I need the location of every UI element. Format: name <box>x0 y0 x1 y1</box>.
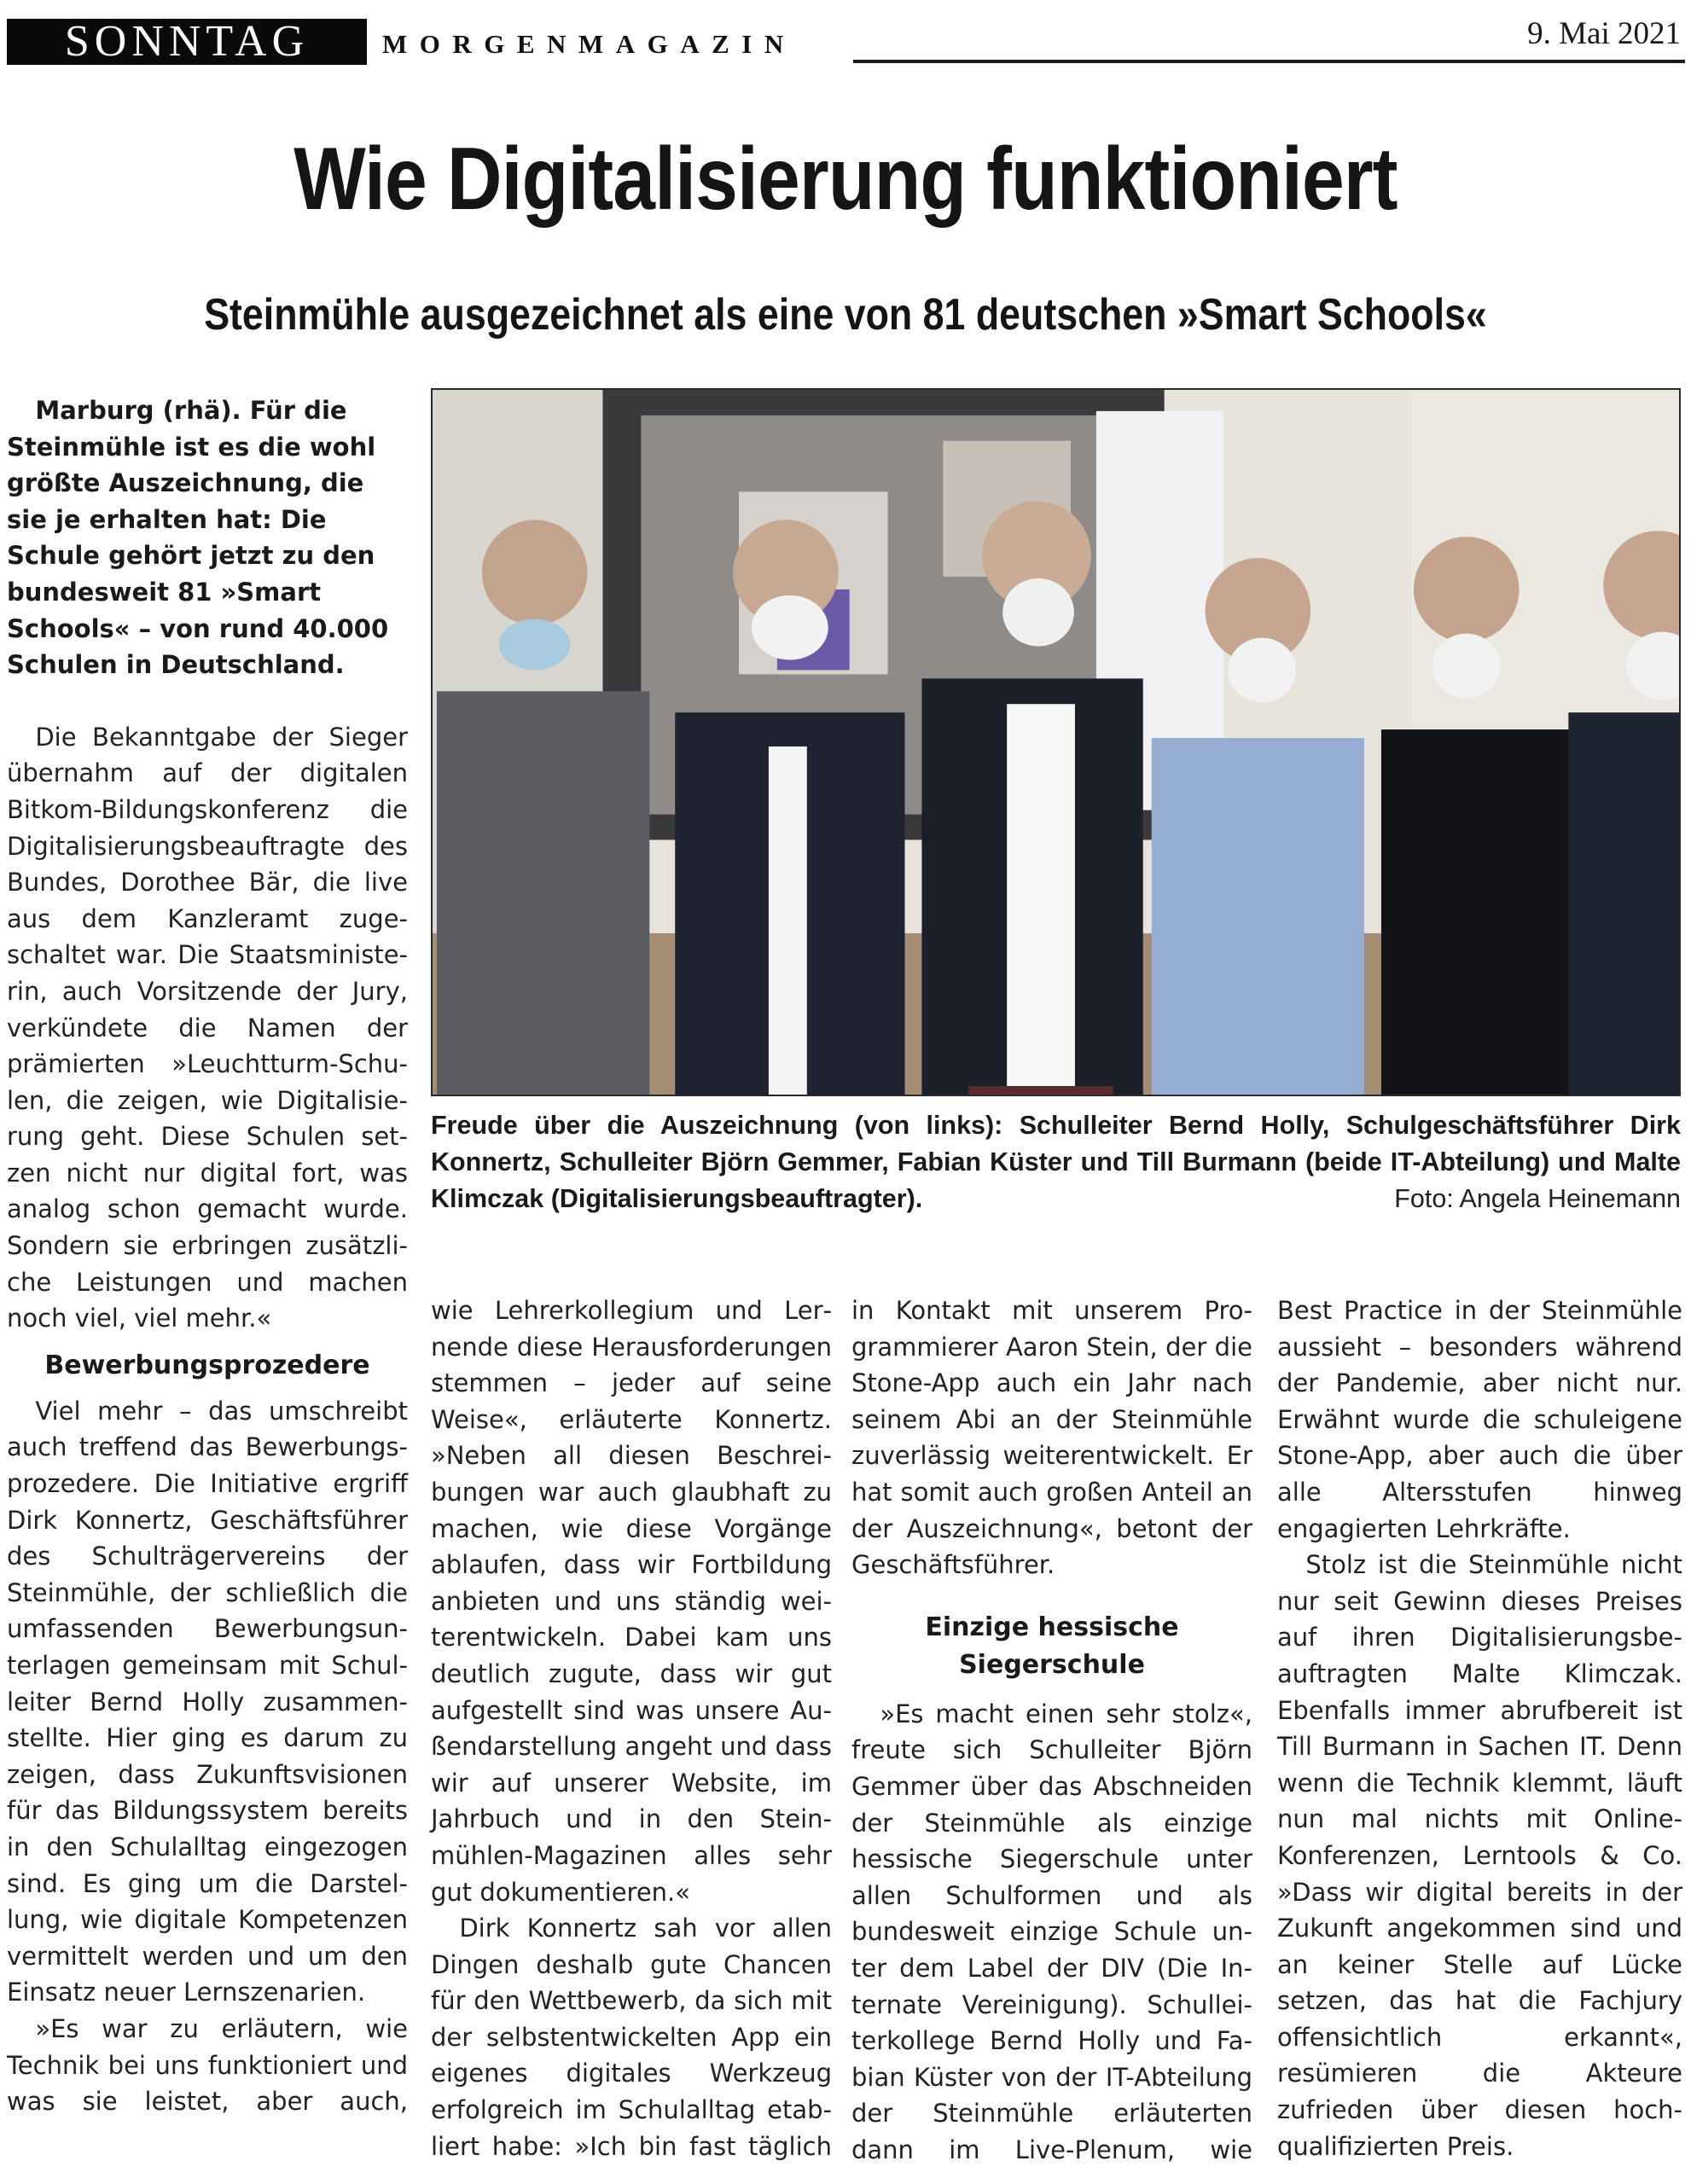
article-paragraph: wie Lehrerkollegium und Lernende diese Herausforderungen stemmen – jeder auf seine Weise«, erläuterte Konnertz. »Neben all diesen Beschreibungen war auch glaubhaft zu machen, wie diese Vorgänge ablaufen, dass wir Fortbildung anbieten und uns ständig weiterentwickeln. Dabei kam uns deutlich zugute, dass wir gut aufgestellt sind was unsere Außendarstellung angeht und dass wir auf unserer Website, im Jahrbuch und in den Steinmühlen-Magazinen alles sehr gut dokumentieren.« <box>431 1296 832 1907</box>
article-paragraph: Best Practice in der Steinmühle aussieht – besonders während der Pandemie, aber nicht nur. Erwähnt wurde die schuleigene Stone-App, aber auch die über alle Altersstufen hinweg engagierten Lehrkräfte. <box>1277 1296 1682 1543</box>
article-headline: Wie Digitalisierung funktioniert <box>293 130 1398 229</box>
article-paragraph: »Es war zu erläutern, wie Technik bei uns funktioniert und was sie leistet, aber auch, <box>7 2013 408 2117</box>
section-heading-bewerbung: Bewerbungsprozedere <box>44 1350 370 1380</box>
article-column-2 <box>431 1292 832 2164</box>
group-photo-illustration <box>433 390 1679 1095</box>
article-paragraph: in Kontakt mit unserem Programmierer Aaron Stein, der die Stone-App auch ein Jahr nach seinem Abi an der Steinmühle zuverlässig weiterentwickelt. Er hat somit auch großen Anteil an der Auszeichnung«, betont der Geschäftsführer. <box>851 1296 1252 1580</box>
masthead-rule <box>853 60 1685 63</box>
photo-caption-text: Freude über die Auszeichnung (von links): Schulleiter Bernd Holly, Schulgeschäftsführer Dirk Konnertz, Schulleiter Björn Gemmer, Fabian Küster und Till Burmann (beide IT-Abteilung) und Malte Klimczak (Digitalisierungsbeauftragter). <box>431 1111 1681 1213</box>
newspaper-brand: SONNTAG <box>7 19 367 65</box>
article-photo <box>431 388 1681 1096</box>
article-paragraph: Dirk Konnertz sah vor allen Dingen deshalb gute Chancen für den Wettbewerb, da sich mit der selbstentwickelten App ein eigenes digitales Werkzeug erfolgreich im Schulalltag etabliert habe: »Ich bin fast täglich <box>431 1914 832 2161</box>
photo-caption <box>431 1107 1681 1217</box>
article-paragraph: Stolz ist die Steinmühle nicht nur seit Gewinn dieses Preises auf ihren Digitalisierungsbeauftragten Malte Klimczak. Ebenfalls immer abrufbereit ist Till Burmann in Sachen IT. Denn wenn die Technik klemmt, läuft nun mal nichts mit Online-Konferenzen, Lerntools & Co. »Dass wir digital bereits in der Zukunft angekommen sind und an keiner Stelle auf Lücke setzen, das hat die Fachjury offensichtlich erkannt«, resümieren die Akteure zufrieden über diesen hochqualifizierten Preis. <box>1277 1550 1682 2161</box>
issue-date: 9. Mai 2021 <box>1527 16 1681 51</box>
article-paragraph: Die Bekanntgabe der Sieger übernahm auf der digitalen Bitkom-Bildungskonferenz die Digitalisierungsbeauftragte des Bundes, Dorothee Bär, die live aus dem Kanzleramt zugeschaltet war. Die Staatsministerin, auch Vorsitzende der Jury, verkündete die Namen der prämierten »Leuchtturm-Schulen, die zeigen, wie Digitalisierung geht. Diese Schulen setzen nicht nur digital fort, was analog schon gemacht wurde. Sondern sie erbringen zusätzliche Leistungen und machen noch viel, viel mehr.« <box>7 722 408 1333</box>
article-lead: Marburg (rhä). Für die Steinmühle ist es die wohl größte Auszeichnung, die sie je erhalten hat: Die Schule gehört jetzt zu den bundesweit 81 »Smart Schools« – von rund 40.000 Schulen in Deutschland. <box>7 396 389 680</box>
article-paragraph: Viel mehr – das umschreibt auch treffend das Bewerbungsprozedere. Die Initiative ergriff Dirk Konnertz, Geschäftsführer des Schulträgervereins der Steinmühle, der schließlich die umfassenden Bewerbungsunterlagen gemeinsam mit Schulleiter Bernd Holly zusammenstellte. Hier ging es darum zu zeigen, dass Zukunftsvisionen für das Bildungssystem bereits in den Schulalltag eingezogen sind. Es ging um die Darstellung, wie digitale Kompetenzen vermittelt werden und um den Einsatz neuer Lernszenarien. <box>7 1396 408 2007</box>
newspaper-subtitle: MORGENMAGAZIN <box>382 29 796 59</box>
section-heading-siegerschule: Einzige hessische Siegerschule <box>925 1612 1179 1680</box>
article-paragraph: »Es macht einen sehr stolz«, freute sich Schulleiter Björn Gemmer über das Abschneiden der Steinmühle als einzige hessische Siegerschule unter allen Schulformen und als bundesweit einzige Schule unter dem Label der DIV (Die Internate Vereinigung). Schulleiterkollege Bernd Holly und Fabian Küster von der IT-Abteilung der Steinmühle erläuterten dann im Live-Plenum, wie <box>851 1699 1252 2164</box>
article-column-4 <box>1277 1292 1682 2164</box>
article-column-1 <box>7 392 408 2120</box>
article-column-3 <box>851 1292 1252 2168</box>
article-subheadline: Steinmühle ausgezeichnet als eine von 81 deutschen »Smart Schools« <box>204 290 1487 340</box>
photo-credit: Foto: Angela Heinemann <box>1394 1184 1681 1213</box>
